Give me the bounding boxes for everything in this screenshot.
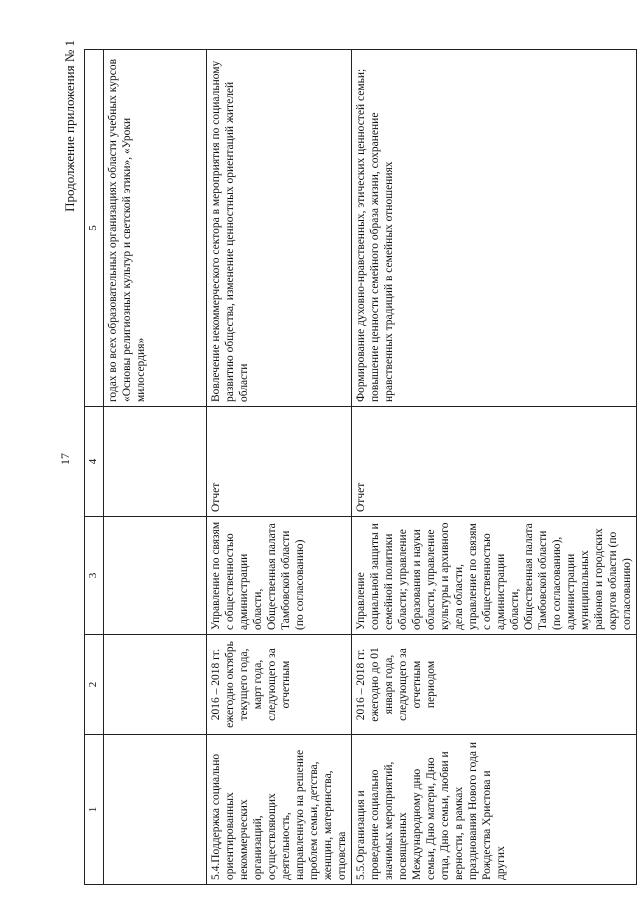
cell-result: Формирование духовно-нравственных, этических ценностей семьи; повышение ценности семейного образа жизни, сохранение нравственных традиций в семейных отношениях xyxy=(352,50,637,407)
cell-result: годах во всех образовательных организациях области учебных курсов «Основы религиозных культур и светской этики», «Уроки милосердия» xyxy=(104,50,207,407)
cell-period: 2016 – 2018 гг. ежегодно октябрь текущего года, март года, следующего за отчетным xyxy=(207,635,352,735)
measures-table xyxy=(84,49,637,885)
col-header-1: 1 xyxy=(85,735,104,885)
cell-activity: 5.5.Организация и проведение социально значимых мероприятий, посвященных Международному дню семьи, Дню матери, Дню отца, Дню семьи, любви и верности, в рамках празднования Нового года и Рождества Христова и других xyxy=(352,735,637,885)
cell-executor: Управление социальной защиты и семейной политики области; управление образования и науки области, управление культуры и архивного дела области, управление по связям с общественностью администрации области, Общественная палата Тамбовской области (по согласованию), администрации муниципальных районов и городских округов области (по согласованию) xyxy=(352,517,637,635)
appendix-continuation-note: Продолжение приложения № 1 xyxy=(62,40,77,212)
cell-executor: Управление по связям с общественностью администрации области, Общественная палата Тамбовской области (по согласованию) xyxy=(207,517,352,635)
col-header-3: 3 xyxy=(85,517,104,635)
table-row xyxy=(104,50,207,885)
cell-report xyxy=(104,407,207,517)
col-header-4: 4 xyxy=(85,407,104,517)
cell-executor xyxy=(104,517,207,635)
page-number: 17 xyxy=(58,453,72,465)
cell-result: Вовлечение некоммерческого сектора в мероприятия по социальному развитию общества, изменение ценностных ориентаций жителей области xyxy=(207,50,352,407)
table-header-row xyxy=(85,50,104,885)
cell-report: Отчет xyxy=(207,407,352,517)
cell-activity xyxy=(104,735,207,885)
col-header-2: 2 xyxy=(85,635,104,735)
col-header-5: 5 xyxy=(85,50,104,407)
rotated-page xyxy=(22,20,634,885)
cell-report: Отчет xyxy=(352,407,637,517)
cell-period: 2016 – 2018 гг. ежегодно до 01 января года, следующего за отчетным периодом xyxy=(352,635,637,735)
table-row xyxy=(352,50,637,885)
table-row xyxy=(207,50,352,885)
cell-period xyxy=(104,635,207,735)
cell-activity: 5.4.Поддержка социально ориентированных некоммерческих организаций, осуществляющих деятельность, направленную на решение проблем семьи, детства, женщин, материнства, отцовства xyxy=(207,735,352,885)
